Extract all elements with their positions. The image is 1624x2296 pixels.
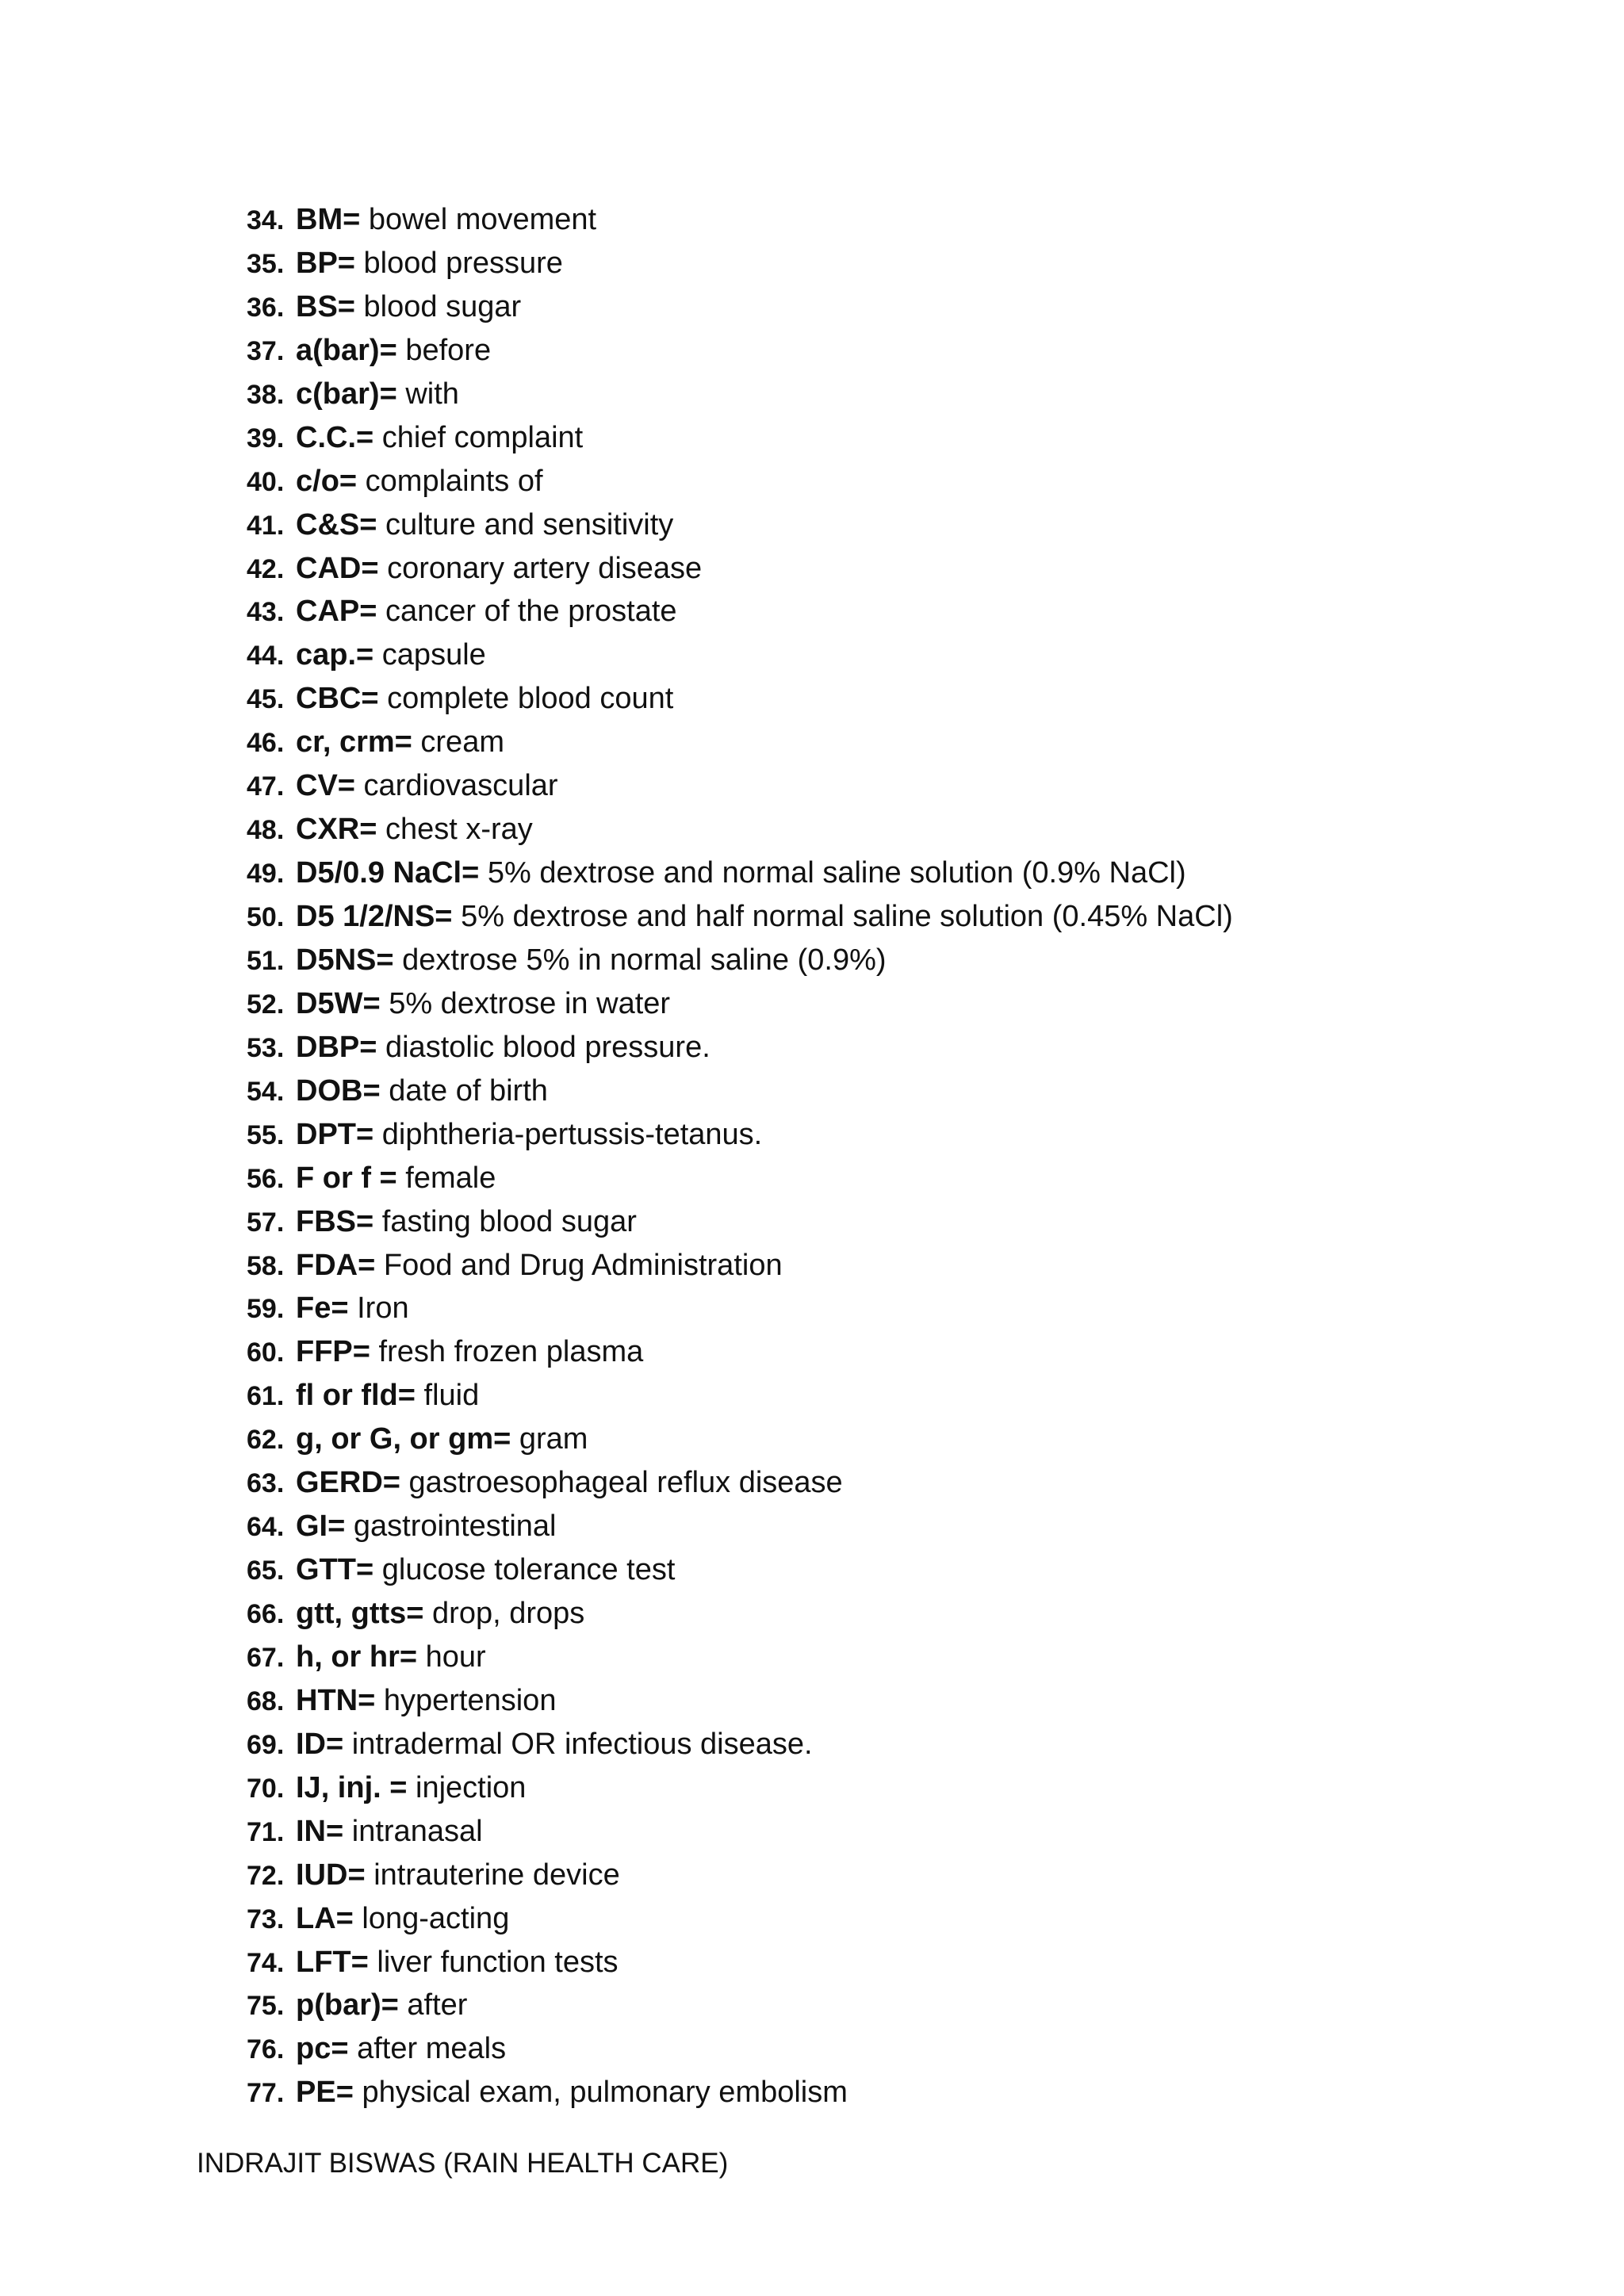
list-item bbox=[247, 1287, 1233, 1330]
abbreviation-term: Fe= bbox=[296, 1292, 349, 1326]
abbreviation-definition: before bbox=[405, 333, 492, 367]
abbreviation-term: FFP= bbox=[296, 1335, 370, 1369]
abbreviation-definition: intranasal bbox=[351, 1814, 483, 1848]
abbreviation-definition: injection bbox=[416, 1770, 527, 1804]
list-item bbox=[247, 547, 1233, 591]
item-number: 74. bbox=[247, 1947, 285, 1978]
list-item bbox=[247, 1244, 1233, 1288]
item-number: 45. bbox=[247, 684, 285, 715]
abbreviation-term: BP= bbox=[296, 246, 355, 280]
abbreviation-term: IJ, inj. = bbox=[296, 1770, 408, 1804]
list-item bbox=[247, 939, 1233, 982]
item-number: 53. bbox=[247, 1032, 285, 1063]
list-item bbox=[247, 1200, 1233, 1244]
abbreviation-definition: glucose tolerance test bbox=[381, 1553, 676, 1587]
item-number: 75. bbox=[247, 1991, 285, 2022]
item-number: 34. bbox=[247, 205, 285, 235]
abbreviation-term: c/o= bbox=[296, 464, 358, 498]
abbreviation-list bbox=[247, 198, 1233, 2114]
item-number: 58. bbox=[247, 1250, 285, 1281]
item-number: 38. bbox=[247, 379, 285, 410]
abbreviation-term: DOB= bbox=[296, 1073, 381, 1108]
abbreviation-definition: 5% dextrose in water bbox=[389, 986, 671, 1020]
abbreviation-definition: complaints of bbox=[365, 464, 543, 498]
list-item bbox=[247, 1548, 1233, 1592]
abbreviation-term: CV= bbox=[296, 769, 355, 803]
item-number: 40. bbox=[247, 466, 285, 497]
abbreviation-term: D5NS= bbox=[296, 943, 394, 977]
list-item bbox=[247, 198, 1233, 242]
abbreviation-definition: fresh frozen plasma bbox=[378, 1335, 644, 1369]
item-number: 76. bbox=[247, 2034, 285, 2065]
list-item bbox=[247, 373, 1233, 416]
abbreviation-term: DPT= bbox=[296, 1117, 374, 1151]
abbreviation-term: IN= bbox=[296, 1814, 344, 1848]
item-number: 37. bbox=[247, 335, 285, 366]
item-number: 39. bbox=[247, 423, 285, 453]
abbreviation-term: FBS= bbox=[296, 1204, 374, 1238]
abbreviation-definition: cancer of the prostate bbox=[385, 595, 677, 629]
abbreviation-definition: intrauterine device bbox=[373, 1858, 620, 1892]
abbreviation-term: GERD= bbox=[296, 1466, 400, 1500]
abbreviation-definition: bowel movement bbox=[368, 203, 597, 236]
abbreviation-term: CAP= bbox=[296, 595, 377, 629]
abbreviation-definition: Iron bbox=[357, 1292, 409, 1326]
item-number: 59. bbox=[247, 1294, 285, 1325]
list-item bbox=[247, 1810, 1233, 1854]
abbreviation-definition: diastolic blood pressure. bbox=[385, 1030, 710, 1064]
item-number: 48. bbox=[247, 815, 285, 846]
abbreviation-term: g, or G, or gm= bbox=[296, 1422, 511, 1456]
item-number: 65. bbox=[247, 1556, 285, 1586]
list-item bbox=[247, 1854, 1233, 1897]
list-item bbox=[247, 1984, 1233, 2027]
abbreviation-term: BM= bbox=[296, 203, 361, 236]
abbreviation-term: GI= bbox=[296, 1510, 346, 1544]
abbreviation-definition: long-acting bbox=[362, 1901, 510, 1935]
item-number: 64. bbox=[247, 1512, 285, 1543]
item-number: 66. bbox=[247, 1599, 285, 1629]
abbreviation-term: cap.= bbox=[296, 638, 374, 672]
abbreviation-term: D5 1/2/NS= bbox=[296, 900, 453, 933]
page-footer: INDRAJIT BISWAS (RAIN HEALTH CARE) bbox=[197, 2148, 729, 2179]
abbreviation-definition: chest x-ray bbox=[385, 813, 533, 847]
abbreviation-definition: Food and Drug Administration bbox=[383, 1248, 783, 1282]
item-number: 62. bbox=[247, 1425, 285, 1456]
item-number: 35. bbox=[247, 248, 285, 279]
abbreviation-definition: gastrointestinal bbox=[353, 1510, 557, 1544]
list-item bbox=[247, 633, 1233, 677]
list-item bbox=[247, 851, 1233, 895]
list-item bbox=[247, 1113, 1233, 1157]
item-number: 67. bbox=[247, 1642, 285, 1673]
abbreviation-definition: culture and sensitivity bbox=[385, 507, 674, 541]
list-item bbox=[247, 2027, 1233, 2071]
list-item bbox=[247, 1723, 1233, 1766]
abbreviation-term: LFT= bbox=[296, 1945, 369, 1979]
abbreviation-definition: diphtheria-pertussis-tetanus. bbox=[381, 1117, 763, 1151]
abbreviation-definition: coronary artery disease bbox=[387, 551, 703, 585]
abbreviation-term: c(bar)= bbox=[296, 377, 397, 411]
abbreviation-definition: female bbox=[405, 1161, 496, 1195]
abbreviation-definition: complete blood count bbox=[387, 682, 674, 716]
abbreviation-term: pc= bbox=[296, 2032, 349, 2066]
list-item bbox=[247, 416, 1233, 460]
item-number: 43. bbox=[247, 597, 285, 628]
list-item bbox=[247, 1897, 1233, 1941]
list-item bbox=[247, 460, 1233, 503]
list-item bbox=[247, 808, 1233, 851]
abbreviation-definition: 5% dextrose and half normal saline solution (0.45% NaCl) bbox=[461, 900, 1233, 933]
item-number: 54. bbox=[247, 1076, 285, 1107]
abbreviation-term: cr, crm= bbox=[296, 725, 412, 760]
list-item bbox=[247, 721, 1233, 764]
abbreviation-definition: hypertension bbox=[383, 1683, 557, 1717]
item-number: 71. bbox=[247, 1816, 285, 1847]
abbreviation-term: IUD= bbox=[296, 1858, 366, 1892]
abbreviation-term: ID= bbox=[296, 1727, 344, 1761]
abbreviation-term: p(bar)= bbox=[296, 1988, 399, 2022]
item-number: 61. bbox=[247, 1381, 285, 1412]
abbreviation-term: GTT= bbox=[296, 1553, 374, 1587]
abbreviation-definition: capsule bbox=[381, 638, 486, 672]
abbreviation-definition: intradermal OR infectious disease. bbox=[351, 1727, 813, 1761]
abbreviation-definition: hour bbox=[425, 1640, 486, 1674]
item-number: 72. bbox=[247, 1860, 285, 1891]
list-item bbox=[247, 1418, 1233, 1461]
abbreviation-definition: gastroesophageal reflux disease bbox=[408, 1466, 843, 1500]
abbreviation-term: h, or hr= bbox=[296, 1640, 418, 1674]
item-number: 36. bbox=[247, 292, 285, 323]
list-item bbox=[247, 590, 1233, 633]
abbreviation-term: D5/0.9 NaCl= bbox=[296, 856, 480, 890]
item-number: 68. bbox=[247, 1686, 285, 1716]
list-item bbox=[247, 1461, 1233, 1505]
abbreviation-term: F or f = bbox=[296, 1161, 397, 1195]
item-number: 51. bbox=[247, 945, 285, 976]
abbreviation-term: CBC= bbox=[296, 682, 379, 716]
abbreviation-definition: drop, drops bbox=[432, 1597, 585, 1630]
list-item bbox=[247, 1330, 1233, 1374]
abbreviation-definition: cream bbox=[420, 725, 504, 760]
abbreviation-term: CAD= bbox=[296, 551, 379, 585]
abbreviation-definition: 5% dextrose and normal saline solution (0.9% NaCl) bbox=[487, 856, 1186, 890]
list-item bbox=[247, 1070, 1233, 1113]
abbreviation-term: DBP= bbox=[296, 1030, 377, 1064]
item-number: 47. bbox=[247, 771, 285, 802]
item-number: 60. bbox=[247, 1337, 285, 1368]
abbreviation-term: fl or fld= bbox=[296, 1379, 416, 1413]
abbreviation-definition: fasting blood sugar bbox=[381, 1204, 637, 1238]
item-number: 69. bbox=[247, 1729, 285, 1760]
abbreviation-definition: with bbox=[405, 377, 459, 411]
item-number: 49. bbox=[247, 859, 285, 890]
abbreviation-definition: fluid bbox=[423, 1379, 480, 1413]
item-number: 56. bbox=[247, 1163, 285, 1194]
list-item bbox=[247, 1636, 1233, 1679]
abbreviation-term: FDA= bbox=[296, 1248, 376, 1282]
item-number: 70. bbox=[247, 1773, 285, 1804]
abbreviation-definition: gram bbox=[519, 1422, 588, 1456]
abbreviation-term: C.C.= bbox=[296, 420, 374, 454]
abbreviation-term: a(bar)= bbox=[296, 333, 397, 367]
abbreviation-term: PE= bbox=[296, 2076, 354, 2110]
item-number: 44. bbox=[247, 641, 285, 672]
abbreviation-definition: blood sugar bbox=[363, 289, 522, 323]
item-number: 46. bbox=[247, 728, 285, 759]
item-number: 77. bbox=[247, 2078, 285, 2109]
list-item bbox=[247, 329, 1233, 373]
abbreviation-term: LA= bbox=[296, 1901, 354, 1935]
item-number: 63. bbox=[247, 1468, 285, 1499]
abbreviation-definition: blood pressure bbox=[363, 246, 563, 280]
item-number: 50. bbox=[247, 902, 285, 932]
item-number: 57. bbox=[247, 1207, 285, 1238]
abbreviation-definition: liver function tests bbox=[377, 1945, 619, 1979]
list-item bbox=[247, 1026, 1233, 1070]
abbreviation-definition: physical exam, pulmonary embolism bbox=[362, 2076, 848, 2110]
item-number: 41. bbox=[247, 510, 285, 541]
list-item bbox=[247, 503, 1233, 547]
list-item bbox=[247, 1592, 1233, 1636]
abbreviation-definition: dextrose 5% in normal saline (0.9%) bbox=[402, 943, 887, 977]
abbreviation-term: D5W= bbox=[296, 986, 381, 1020]
list-item bbox=[247, 242, 1233, 285]
list-item bbox=[247, 2071, 1233, 2114]
list-item bbox=[247, 1679, 1233, 1723]
list-item bbox=[247, 764, 1233, 808]
abbreviation-definition: after meals bbox=[357, 2032, 507, 2066]
list-item bbox=[247, 1766, 1233, 1810]
list-item bbox=[247, 1941, 1233, 1984]
list-item bbox=[247, 982, 1233, 1026]
abbreviation-definition: date of birth bbox=[389, 1073, 548, 1108]
abbreviation-term: CXR= bbox=[296, 813, 377, 847]
item-number: 42. bbox=[247, 553, 285, 584]
abbreviation-definition: after bbox=[407, 1988, 468, 2022]
item-number: 55. bbox=[247, 1119, 285, 1150]
list-item bbox=[247, 677, 1233, 721]
abbreviation-term: BS= bbox=[296, 289, 355, 323]
list-item bbox=[247, 1157, 1233, 1200]
list-item bbox=[247, 895, 1233, 939]
abbreviation-definition: cardiovascular bbox=[363, 769, 558, 803]
abbreviation-term: gtt, gtts= bbox=[296, 1597, 424, 1630]
list-item bbox=[247, 1505, 1233, 1548]
list-item bbox=[247, 1374, 1233, 1418]
item-number: 73. bbox=[247, 1904, 285, 1934]
abbreviation-term: HTN= bbox=[296, 1683, 376, 1717]
list-item bbox=[247, 285, 1233, 329]
abbreviation-definition: chief complaint bbox=[381, 420, 584, 454]
abbreviation-term: C&S= bbox=[296, 507, 377, 541]
item-number: 52. bbox=[247, 989, 285, 1020]
